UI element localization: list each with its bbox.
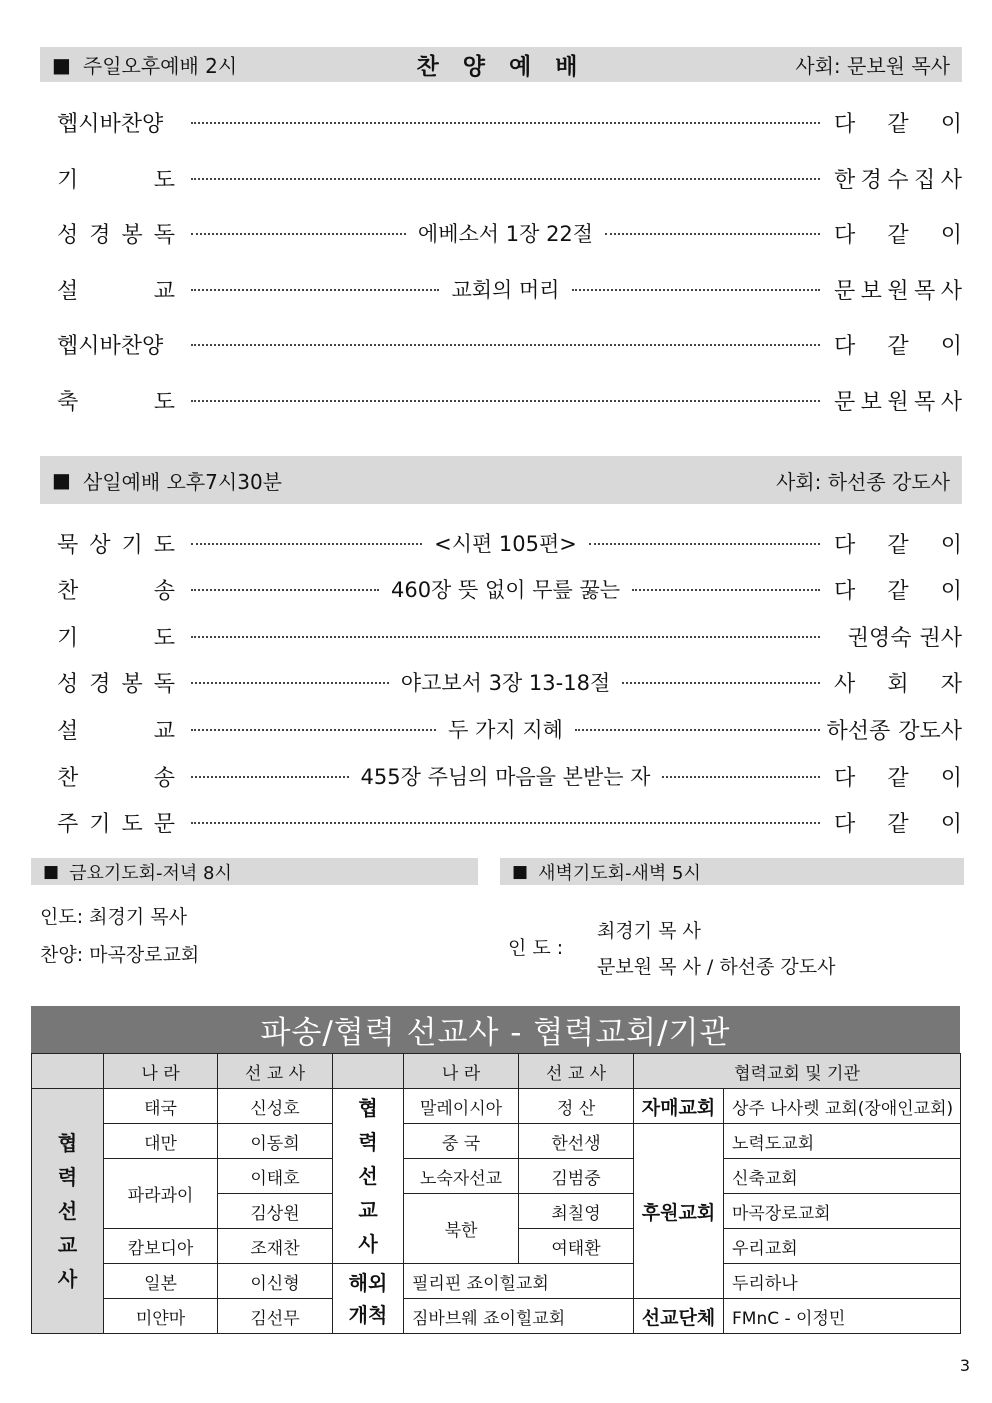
order-item-leader-line [191,761,820,791]
order-item-leader-line [191,714,820,744]
order-item-content: 야고보서 3장 13-18절 [400,671,611,695]
dawn-leader-1: 최경기 목 사 [597,920,701,942]
page-number: 3 [959,1356,970,1375]
order-row [57,528,962,558]
overseas-label [333,1264,404,1334]
dotted-leader [662,776,820,778]
order-item-leader-line [191,574,820,604]
dotted-leader [191,122,820,124]
g1-missionary: 이신형 [218,1264,333,1299]
dotted-leader [605,233,820,235]
group2-label: 협 력 선 교 사 [333,1089,404,1264]
dotted-leader [191,543,422,545]
g1-country: 미얀마 [104,1299,218,1334]
support-label: 후원교회 [634,1124,724,1299]
order-item-leader-line [191,342,820,346]
overseas-church: 짐바브웨 죠이힐교회 [404,1299,634,1334]
dotted-leader [191,729,436,731]
friday-leader: 인도: 최경기 목사 [40,906,187,928]
wednesday-service-host: 사회: 하선종 강도사 [775,469,950,494]
header-country: 나 라 [404,1054,519,1089]
overseas-label-2: 개척 [348,1302,388,1327]
g1-country: 일본 [104,1264,218,1299]
order-item-label: 주 기 도 문 [57,811,175,837]
g1-country: 대만 [104,1124,218,1159]
dotted-leader [191,400,820,402]
order-row [57,621,962,651]
order-item-label: 찬 송 [57,765,175,791]
dawn-leader-label: 인 도 : [508,937,564,959]
dotted-leader [632,589,820,591]
order-item-leader-line [191,218,820,248]
g1-missionary: 조재찬 [218,1229,333,1264]
order-row [57,163,962,193]
order-item-leader: 다 같 이 [834,532,962,558]
header-blank [333,1054,404,1089]
order-row [57,385,962,415]
g1-country: 파라과이 [104,1159,218,1229]
overseas-church: 필리핀 죠이힐교회 [404,1264,634,1299]
header-country: 나 라 [104,1054,218,1089]
order-item-leader: 문 보 원 목 사 [834,278,962,304]
order-item-content: 교회의 머리 [451,278,560,302]
g2-country: 말레이시아 [404,1089,519,1124]
sister-church: 상주 나사렛 교회(장애인교회) [724,1089,961,1124]
order-row [57,667,962,697]
square-bullet-icon: ■ [52,468,71,492]
wednesday-service-time: 삼일예배 오후7시30분 [82,469,282,494]
header-missionary: 선 교 사 [218,1054,333,1089]
g1-country: 캄보디아 [104,1229,218,1264]
order-row [57,218,962,248]
friday-praise: 찬양: 마곡장로교회 [40,944,200,966]
dotted-leader [191,289,439,291]
order-item-leader-line [191,398,820,402]
g1-missionary: 김상원 [218,1194,333,1229]
header-partner: 협력교회 및 기관 [634,1054,961,1089]
order-item-label: 헵시바찬양 [57,111,164,137]
sunday-service-host: 사회: 문보원 목사 [795,54,950,78]
order-item-content: 두 가지 지혜 [448,718,563,742]
g2-missionary: 여태환 [519,1229,634,1264]
order-item-leader: 다 같 이 [834,111,962,137]
dawn-prayer-header [500,858,964,885]
order-item-label: 헵시바찬양 [57,333,164,359]
support-church: 신축교회 [724,1159,961,1194]
order-item-label: 성 경 봉 독 [57,222,175,248]
dotted-leader [191,822,820,824]
support-church: 두리하나 [724,1264,961,1299]
order-row [57,761,962,791]
g2-missionary: 최칠영 [519,1194,634,1229]
support-church: 노력도교회 [724,1124,961,1159]
dawn-prayer-title: 새벽기도회-새벽 5시 [538,862,701,884]
dotted-leader [622,682,820,684]
square-bullet-icon: ■ [52,52,71,77]
order-item-leader-line [191,274,820,304]
square-bullet-icon: ■ [43,861,60,882]
wednesday-service-header [40,456,962,504]
g2-missionary: 정 산 [519,1089,634,1124]
order-item-label: 묵 상 기 도 [57,532,175,558]
order-item-leader: 다 같 이 [834,222,962,248]
order-row [57,714,962,744]
dawn-leader-2: 문보원 목 사 / 하선종 강도사 [597,956,836,978]
order-item-leader-line [191,176,820,180]
dotted-leader [191,589,379,591]
mission-org: FMnC - 이정민 [724,1299,961,1334]
order-row [57,807,962,837]
g2-country: 북한 [404,1194,519,1264]
dotted-leader [191,636,820,638]
dotted-leader [191,682,389,684]
order-item-label: 축 도 [57,389,175,415]
g2-missionary: 한선생 [519,1124,634,1159]
missions-title: 파송/협력 선교사 - 협력교회/기관 [31,1006,960,1053]
dotted-leader [572,289,820,291]
overseas-label-1: 해외 [348,1270,388,1295]
order-item-leader: 사 회 자 [834,671,962,697]
missions-table [31,1053,961,1334]
order-item-content: <시편 105편> [434,532,577,556]
order-item-label: 기 도 [57,625,175,651]
g1-missionary: 이동희 [218,1124,333,1159]
dotted-leader [191,776,349,778]
order-item-leader: 문 보 원 목 사 [834,389,962,415]
support-church: 마곡장로교회 [724,1194,961,1229]
dotted-leader [575,729,820,731]
order-item-label: 기 도 [57,167,175,193]
order-item-content: 455장 주님의 마음을 본받는 자 [360,765,651,789]
g1-missionary: 김선무 [218,1299,333,1334]
order-item-label: 설 교 [57,718,175,744]
support-church: 우리교회 [724,1229,961,1264]
friday-prayer-title: 금요기도회-저녁 8시 [69,862,232,884]
order-item-leader: 한 경 수 집 사 [834,167,962,193]
order-item-leader: 다 같 이 [834,333,962,359]
friday-prayer-header [31,858,478,885]
order-item-label: 찬 송 [57,578,175,604]
order-item-content: 에베소서 1장 22절 [417,222,594,246]
header-missionary: 선 교 사 [519,1054,634,1089]
order-item-leader: 다 같 이 [834,811,962,837]
order-row [57,574,962,604]
order-item-label: 성 경 봉 독 [57,671,175,697]
g2-country: 중 국 [404,1124,519,1159]
order-item-leader-line [191,820,820,824]
order-item-leader: 하선종 강도사 [826,718,962,744]
org-label: 선교단체 [634,1299,724,1334]
order-item-leader-line [191,667,820,697]
g1-country: 태국 [104,1089,218,1124]
order-item-content: 460장 뜻 없이 무릎 꿇는 [390,578,621,602]
sunday-service-header [40,47,962,82]
dotted-leader [589,543,820,545]
order-item-leader: 다 같 이 [834,578,962,604]
order-item-leader: 권영숙 권사 [847,625,962,651]
dotted-leader [191,233,406,235]
order-item-leader-line [191,120,820,124]
dotted-leader [191,178,820,180]
order-item-leader-line [191,634,820,638]
order-item-leader: 다 같 이 [834,765,962,791]
g2-missionary: 김범중 [519,1159,634,1194]
order-item-label: 설 교 [57,278,175,304]
g1-missionary: 신성호 [218,1089,333,1124]
g2-country: 노숙자선교 [404,1159,519,1194]
group1-label: 협 력 선 교 사 [32,1089,104,1334]
square-bullet-icon: ■ [512,861,529,882]
dotted-leader [191,344,820,346]
sunday-service-time: 주일오후예배 2시 [82,54,238,78]
order-row [57,107,962,137]
g1-missionary: 이태호 [218,1159,333,1194]
order-row [57,274,962,304]
order-row [57,329,962,359]
sunday-service-title: 찬 양 예 배 [416,54,586,80]
order-item-leader-line [191,528,820,558]
sister-label: 자매교회 [634,1089,724,1124]
header-blank [32,1054,104,1089]
